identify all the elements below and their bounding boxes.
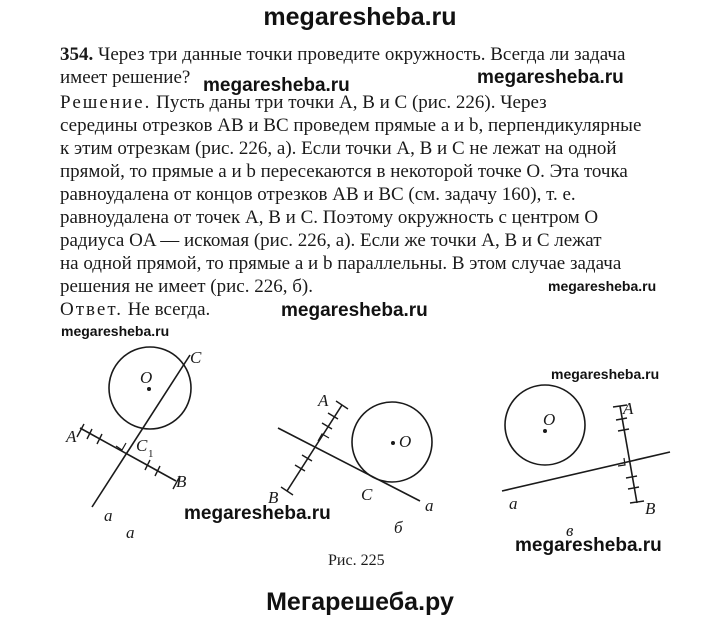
label-line-a-a: a <box>104 506 113 525</box>
figure-b <box>278 401 432 501</box>
solution-line-8: на одной прямой, то прямые a и b параллельны. В этом случае задача <box>60 253 622 274</box>
watermark-mid-3: megaresheba.ru <box>281 300 428 321</box>
figure-labels <box>65 348 656 525</box>
label-b-a: B <box>176 472 187 491</box>
label-a-c: A <box>623 399 634 418</box>
segment-ab-fig-b <box>287 405 342 491</box>
figure-caption: Рис. 225 <box>328 552 385 569</box>
label-o-a: O <box>140 368 153 387</box>
label-c1-sub-a: 1 <box>148 448 154 460</box>
label-c1-a: C <box>136 436 148 455</box>
watermark-small-3: megaresheba.ru <box>551 366 660 382</box>
solution-line-3: к этим отрезкам (рис. 226, а). Если точки A, B и C не лежат на одной <box>60 138 617 159</box>
solution-line-7: радиуса OA — искомая (рис. 226, а). Если же точки A, B и C лежат <box>60 230 602 251</box>
ticks-fig-a <box>77 424 180 489</box>
label-c-b: C <box>361 485 373 504</box>
solution-label: Решение. <box>60 92 152 113</box>
line-a-fig-c <box>502 452 670 491</box>
solution-line-5: равноудалена от концов отрезков AB и BC (см. задачу 160), т. е. <box>60 184 576 205</box>
segment-ab-fig-a <box>80 428 176 481</box>
label-line-a-b: a <box>425 496 434 515</box>
watermark-fig-1: megaresheba.ru <box>184 503 331 524</box>
center-dot-c <box>543 429 547 433</box>
solution-line-6: равноудалена от точек A, B и C. Поэтому окружность с центром O <box>60 207 599 228</box>
label-c-a: C <box>190 348 202 367</box>
watermark-small-1: megaresheba.ru <box>548 278 657 294</box>
label-o-c: O <box>543 410 556 429</box>
watermark-mid-1: megaresheba.ru <box>203 75 350 96</box>
problem-number: 354. <box>60 44 94 65</box>
sub-caption-b: б <box>394 518 403 537</box>
problem-text-1: Через три данные точки проведите окружность. Всегда ли задача <box>93 44 626 65</box>
watermark-mid-2: megaresheba.ru <box>477 67 624 88</box>
solution-line-2: середины отрезков AB и BC проведем прямые a и b, перпендикулярные <box>60 115 642 136</box>
center-dot-b <box>391 441 395 445</box>
watermark-small-2: megaresheba.ru <box>61 323 170 339</box>
label-b-c: B <box>645 499 656 518</box>
label-a-a: A <box>66 427 77 446</box>
watermark-bottom: Мегарешеба.ру <box>266 588 454 616</box>
figure-a <box>77 347 191 507</box>
solution-line-4: прямой, то прямые a и b пересекаются в некоторой точке O. Эта точка <box>60 161 628 182</box>
solution-line-9: решения не имеет (рис. 226, б). <box>60 276 313 297</box>
label-o-b: O <box>399 432 412 451</box>
label-b-b: B <box>268 488 279 507</box>
problem-line-2: имеет решение? <box>60 67 191 88</box>
answer-label: Ответ. <box>60 299 123 320</box>
sub-caption-c: в <box>566 521 574 540</box>
figure-c <box>502 385 670 503</box>
watermark-top: megaresheba.ru <box>263 3 457 31</box>
label-line-a-c: a <box>509 494 518 513</box>
watermark-fig-2: megaresheba.ru <box>515 535 662 556</box>
label-a-b: A <box>318 391 329 410</box>
sub-caption-a: а <box>126 523 135 542</box>
solution-text-1: Пусть даны три точки A, B и C (рис. 226). Через <box>151 92 547 113</box>
answer-text: Не всегда. <box>122 299 211 320</box>
center-dot-a <box>147 387 151 391</box>
